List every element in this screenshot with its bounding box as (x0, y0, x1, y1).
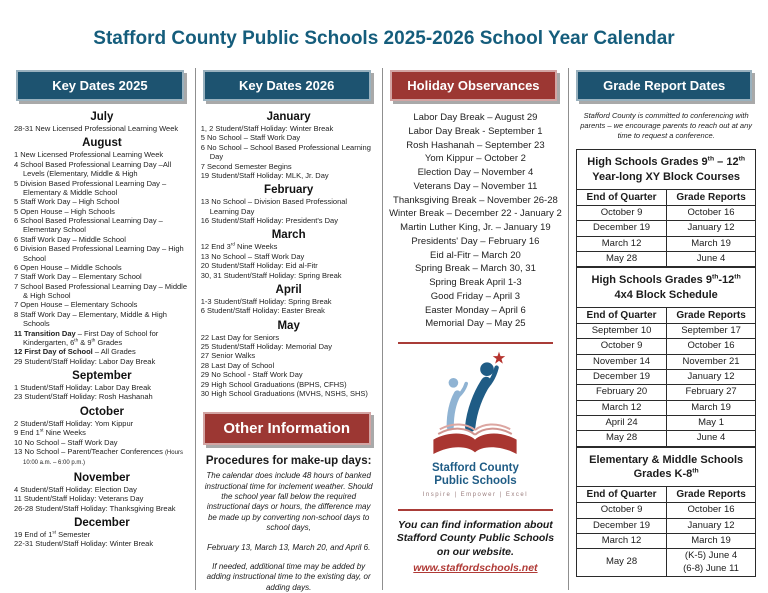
calendar-item: 28 Last Day of School (200, 360, 275, 370)
holiday-item: Labor Day Break - September 1 (408, 125, 543, 137)
grade-report-table (576, 447, 756, 577)
calendar-item: 9 End 1st Nine Weeks (14, 427, 86, 438)
calendar-item: 29 High School Graduations (BPHS, CFHS) (200, 379, 347, 389)
make-up-days-para-2: February 13, March 13, March 20, and April 6. (206, 542, 371, 552)
logo-name-line1: Stafford County (431, 462, 519, 475)
table-cell: October 16 (666, 339, 755, 354)
table-row (577, 400, 756, 415)
page-title: Stafford County Public Schools 2025-2026 School Year Calendar (93, 28, 675, 49)
table-row (577, 354, 756, 369)
table-column-header: Grade Reports (666, 307, 755, 323)
holiday-item: Rosh Hashanah – September 23 (406, 139, 545, 151)
holiday-item: Election Day – November 4 (417, 167, 534, 179)
calendar-item: 7 Staff Work Day – Elementary School (14, 272, 142, 282)
calendar-item: 7 Second Semester Begins (200, 161, 292, 171)
holiday-item: Spring Break April 1-3 (429, 277, 522, 289)
table-row (577, 431, 756, 446)
table-cell: May 28 (577, 431, 667, 446)
calendar-item: 10 No School – Staff Work Day (14, 437, 118, 447)
table-row (577, 252, 756, 267)
make-up-days-para-3: If needed, additional time may be added by adding instructional time to the existing day, or adding days. (206, 561, 371, 592)
table-cell: January 12 (666, 221, 755, 236)
holiday-observances-header: Holiday Observances (390, 70, 558, 101)
table-cell: November 14 (577, 354, 667, 369)
table-row (577, 503, 756, 518)
calendar-item: 5 Division Based Professional Learning Day – Elementary & Middle School (14, 178, 167, 197)
calendar-item: 5 Staff Work Day – High School (14, 197, 120, 207)
table-column-header: End of Quarter (577, 189, 667, 205)
table-cell: May 1 (666, 416, 755, 431)
table-row (577, 533, 756, 548)
month-heading: November (73, 471, 131, 484)
table-cell: February 27 (666, 385, 755, 400)
table-column-header: End of Quarter (577, 307, 667, 323)
table-row (577, 518, 756, 533)
table-title: High Schools Grades 9th-12th 4x4 Block Schedule (577, 268, 756, 308)
calendar-item: 26-28 Student/Staff Holiday: Thanksgiving Break (14, 503, 176, 513)
calendar-item: 30 High School Graduations (MVHS, NSHS, SHS) (200, 388, 368, 398)
calendar-item: 19 Student/Staff Holiday: MLK, Jr. Day (200, 170, 329, 180)
other-information-section (201, 412, 377, 593)
table-cell: December 19 (577, 369, 667, 384)
calendar-item: 2 Student/Staff Holiday: Yom Kippur (14, 418, 134, 428)
calendar-item: 7 School Based Professional Learning Day – Middle & High School (14, 281, 188, 300)
calendar-item: 4 Student/Staff Holiday: Election Day (14, 484, 137, 494)
calendar-item: 1 New Licensed Professional Learning Week (14, 150, 164, 160)
calendar-item: 20 Student/Staff Holiday: Eid al-Fitr (200, 261, 318, 271)
scps-logo-block (388, 350, 564, 497)
table-cell: October 16 (666, 205, 755, 220)
table-cell: October 9 (577, 339, 667, 354)
key-dates-2025-header: Key Dates 2025 (16, 70, 184, 101)
table-cell: January 12 (666, 369, 755, 384)
month-heading: March (271, 229, 306, 242)
column-divider (568, 68, 569, 590)
table-column-header: Grade Reports (666, 189, 755, 205)
columns-container (0, 50, 768, 590)
other-information-header: Other Information (203, 412, 371, 445)
calendar-item: 22-31 Student/Staff Holiday: Winter Break (14, 539, 154, 549)
month-heading: September (72, 370, 132, 382)
book-cover (434, 434, 517, 454)
table-column-header: End of Quarter (577, 487, 667, 503)
calendar-item: 7 Open House – Elementary Schools (14, 300, 138, 310)
calendar-item: 13 No School – Parent/Teacher Conferences (Hours 10:00 a.m. – 6:00 p.m.) (14, 446, 183, 467)
month-heading: December (74, 517, 130, 529)
make-up-days-heading: Procedures for make-up days: (205, 455, 372, 468)
table-cell: March 12 (577, 400, 667, 415)
month-heading: February (264, 184, 314, 197)
holiday-item: Memorial Day – May 25 (425, 318, 526, 330)
table-row (577, 416, 756, 431)
table-cell: February 20 (577, 385, 667, 400)
light-figure-head (449, 378, 459, 388)
column-holiday-observances (388, 68, 564, 590)
red-divider-rule (398, 509, 554, 511)
table-title: Elementary & Middle Schools Grades K-8th (577, 447, 756, 487)
table-cell: March 19 (666, 400, 755, 415)
calendar-item: 12 End 3rd Nine Weeks (200, 241, 278, 252)
table-cell: October 9 (577, 205, 667, 220)
holiday-item: Presidents' Day – February 16 (411, 235, 540, 247)
calendar-item: 29 No School - Staff Work Day (200, 370, 303, 380)
calendar-item: 13 No School – Division Based Professional Learning Day (200, 197, 348, 216)
table-cell: November 21 (666, 354, 755, 369)
table-cell: March 19 (666, 236, 755, 251)
key-dates-2026-header: Key Dates 2026 (203, 70, 371, 101)
table-cell: March 12 (577, 236, 667, 251)
month-heading: May (277, 319, 300, 332)
table-row (577, 205, 756, 220)
table-cell: April 24 (577, 416, 667, 431)
holiday-item: Martin Luther King, Jr. – January 19 (400, 222, 551, 234)
month-heading: August (82, 137, 122, 150)
star-icon (493, 352, 505, 364)
grade-report-dates-header: Grade Report Dates (576, 70, 752, 101)
table-cell: June 4 (666, 431, 755, 446)
table-title: High Schools Grades 9th – 12th Year-long XY Block Courses (577, 150, 756, 190)
calendar-item: 25 Student/Staff Holiday: Memorial Day (200, 342, 332, 351)
calendar-item: 23 Student/Staff Holiday: Rosh Hashanah (14, 392, 153, 402)
holiday-item: Eid al-Fitr – March 20 (430, 249, 521, 261)
column-divider (195, 68, 196, 590)
red-divider-rule (398, 342, 554, 344)
grade-note: Stafford County is committed to conferencing with parents – we encourage parents to reach out at any time to request a conference. (580, 111, 753, 141)
holiday-item: Yom Kippur – October 2 (424, 153, 526, 165)
calendar-item: 6 Division Based Professional Learning Day – High School (14, 244, 184, 263)
table-cell: October 9 (577, 503, 667, 518)
calendar-item: 27 Senior Walks (200, 351, 256, 361)
calendar-item: 6 Student/Staff Holiday: Easter Break (200, 306, 325, 316)
calendar-item: 12 First Day of School – All Grades (14, 347, 136, 357)
calendar-item: 11 Transition Day – First Day of School for Kindergarten, 6th & 9th Grades (14, 328, 159, 347)
table-row (577, 549, 756, 577)
table-cell: (K-5) June 4 (6-8) June 11 (666, 549, 755, 577)
calendar-item: 5 No School – Staff Work Day (200, 133, 301, 143)
calendar-item: 30, 31 Student/Staff Holiday: Spring Break (200, 270, 342, 280)
dark-figure-head (481, 363, 495, 377)
calendar-item: 16 Student/Staff Holiday: President's Day (200, 216, 338, 225)
website-link[interactable]: www.staffordschools.net (413, 561, 538, 574)
table-cell: December 19 (577, 518, 667, 533)
grade-report-table (576, 149, 756, 267)
table-row (577, 339, 756, 354)
calendar-item: 22 Last Day for Seniors (200, 332, 280, 342)
month-heading: April (275, 283, 302, 296)
calendar-item: 11 Student/Staff Holiday: Veterans Day (14, 494, 144, 504)
holiday-item: Good Friday – April 3 (430, 290, 521, 302)
table-cell: May 28 (577, 252, 667, 267)
logo-tagline: Inspire | Empower | Excel (422, 491, 529, 498)
table-row (577, 369, 756, 384)
month-heading: January (266, 111, 311, 123)
calendar-item: 1, 2 Student/Staff Holiday: Winter Break (200, 124, 334, 133)
table-row (577, 385, 756, 400)
calendar-item: 6 Open House – Middle Schools (14, 262, 122, 272)
table-cell: March 12 (577, 533, 667, 548)
holiday-item: Thanksgiving Break – November 26-28 (393, 194, 558, 206)
table-row (577, 236, 756, 251)
months-list-2026 (201, 111, 377, 398)
grade-report-table (576, 267, 756, 446)
holiday-item: Spring Break – March 30, 31 (414, 263, 536, 275)
table-cell: March 19 (666, 533, 755, 548)
logo-name-line2: Public Schools (434, 475, 517, 488)
months-list-2025 (14, 111, 190, 549)
table-cell: October 16 (666, 503, 755, 518)
grade-tables (574, 149, 758, 577)
column-divider (382, 68, 383, 590)
column-grade-report-dates (574, 68, 758, 590)
table-cell: September 17 (666, 323, 755, 338)
calendar-item: 1 Student/Staff Holiday: Labor Day Break (14, 383, 152, 392)
holiday-item: Veterans Day – November 11 (413, 180, 538, 192)
holiday-item: Easter Monday – April 6 (424, 304, 526, 316)
calendar-item: 6 School Based Professional Learning Day – Elementary School (14, 216, 163, 235)
table-cell: May 28 (577, 549, 667, 577)
calendar-item: 28-31 New Licensed Professional Learning Week (14, 124, 179, 133)
month-heading: July (90, 111, 114, 123)
table-row (577, 323, 756, 338)
table-cell: June 4 (666, 252, 755, 267)
holiday-item: Labor Day Break – August 29 (413, 112, 538, 123)
holiday-item: Winter Break – December 22 - January 2 (389, 208, 562, 220)
calendar-item: 6 No School – School Based Professional Learning Day (200, 142, 371, 162)
table-column-header: Grade Reports (666, 487, 755, 503)
calendar-item: 19 End of 1st Semester (14, 529, 91, 539)
holiday-list (388, 111, 564, 331)
month-heading: October (79, 405, 124, 418)
calendar-item: 29 Student/Staff Holiday: Labor Day Break (14, 356, 156, 366)
table-cell: January 12 (666, 518, 755, 533)
table-cell: December 19 (577, 221, 667, 236)
table-row (577, 221, 756, 236)
calendar-item: 6 Staff Work Day – Middle School (14, 234, 126, 244)
calendar-item: 1-3 Student/Staff Holiday: Spring Break (200, 296, 332, 306)
table-cell: September 10 (577, 323, 667, 338)
scps-logo (416, 350, 534, 462)
website-text: You can find information about Stafford County Public Schools on our website. (396, 518, 555, 558)
make-up-days-para-1: The calendar does include 48 hours of banked instructional time for inclement weather. Should the school year fall below the required instructional days or hours, the difference may be made up by converting non-school days to school days, (204, 471, 373, 533)
column-key-dates-2026 (201, 68, 377, 590)
calendar-item: 13 No School – Staff Work Day (200, 251, 305, 261)
column-key-dates-2025 (14, 68, 190, 590)
calendar-item: 4 School Based Professional Learning Day –All Levels (Elementary, Middle & High (14, 159, 172, 179)
calendar-item: 8 Staff Work Day – Elementary, Middle & High Schools (14, 309, 167, 329)
calendar-item: 5 Open House – High Schools (14, 206, 115, 216)
